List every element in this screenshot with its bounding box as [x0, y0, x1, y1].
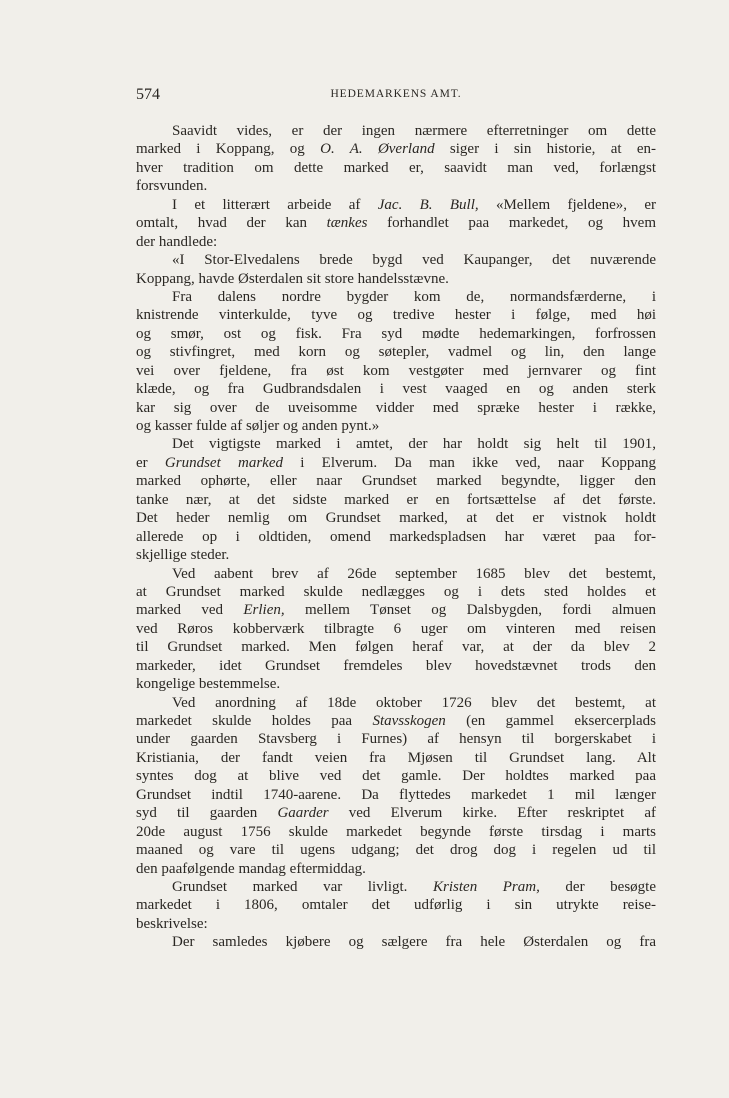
- text-line: forsvunden.: [136, 178, 208, 195]
- text-line: Grundset indtil 1740-aarene. Da flyttedes markedet 1 mil længer: [136, 786, 656, 803]
- text-line: marked ophørte, eller naar Grundset marked begyndte, ligger den: [136, 473, 656, 490]
- text-line: maaned og vare til ugens udgang; det drog dog i regelen ud til: [136, 842, 656, 859]
- page-number: 574: [136, 86, 160, 103]
- text-line: kar sig over de uveisomme vidder med spræke hester i række,: [136, 399, 656, 416]
- text-line: markedet skulde holdes paa Stavsskogen (en gammel eksercerplads: [136, 713, 656, 729]
- text-line: og smør, ost og fisk. Fra syd mødte hedemarkingen, forfrossen: [136, 325, 656, 342]
- text-line: der handlede:: [136, 233, 218, 250]
- text-line: beskrivelse:: [136, 915, 208, 932]
- text-line: hver tradition om dette marked er, saavidt man ved, forlængst: [136, 159, 656, 176]
- text-line: klæde, og fra Gudbrandsdalen i vest vaaged en og anden sterk: [136, 381, 656, 398]
- text-line: 20de august 1756 skulde markedet begynde første tirsdag i marts: [136, 823, 656, 840]
- text-line: ved Røros kobberværk tilbragte 6 uger om vinteren med reisen: [136, 620, 656, 637]
- text-line: Ved aabent brev af 26de september 1685 blev det bestemt,: [172, 565, 656, 582]
- text-line: syntes dog at blive ved det gamle. Der holdtes marked paa: [136, 768, 656, 785]
- text-line: Kristiania, der fandt veien fra Mjøsen til Grundset lang. Alt: [136, 749, 656, 766]
- text-line: markeder, idet Grundset fremdeles blev hovedstævnet trods den: [136, 657, 656, 674]
- text-line: skjellige steder.: [136, 547, 230, 564]
- text-line: er Grundset marked i Elverum. Da man ikke ved, naar Koppang: [136, 454, 656, 471]
- page-header: [136, 86, 656, 108]
- text-line: Det vigtigste marked i amtet, der har holdt sig helt til 1901,: [172, 436, 656, 453]
- text-line: at Grundset marked skulde nedlægges og i dets sted holdes et: [136, 583, 656, 600]
- text-line: og stivfingret, med korn og søtepler, vadmel og lin, den lange: [136, 344, 656, 361]
- text-line: Koppang, havde Østerdalen sit store handelsstævne.: [136, 270, 449, 287]
- text-line: «I Stor-Elvedalens brede bygd ved Kaupanger, det nuværende: [172, 252, 656, 269]
- text-line: Der samledes kjøbere og sælgere fra hele Østerdalen og fra: [172, 934, 656, 951]
- text-line: til Grundset marked. Men følgen heraf var, at der da blev 2: [136, 639, 656, 656]
- text-line: vei over fjeldene, fra øst kom vestgøter med jernvarer og fint: [136, 362, 656, 379]
- text-line: under gaarden Stavsberg i Furnes) af hensyn til borgerskabet i: [136, 731, 656, 748]
- text-line: I et litterært arbeide af Jac. B. Bull, «Mellem fjeldene», er: [172, 196, 656, 213]
- text-line: Grundset marked var livligt. Kristen Pram, der besøgte: [172, 878, 656, 895]
- body-text: [136, 122, 656, 952]
- text-line: den paafølgende mandag eftermiddag.: [136, 860, 366, 877]
- text-line: tanke nær, at det sidste marked er en fortsættelse af det første.: [136, 491, 656, 508]
- text-line: allerede op i oldtiden, omend markedspladsen har været paa for-: [136, 528, 656, 545]
- text-line: knistrende vinterkulde, tyve og tredive hester i følge, med høi: [136, 307, 656, 324]
- text-line: omtalt, hvad der kan tænkes forhandlet paa markedet, og hvem: [136, 215, 656, 232]
- text-line: markedet i 1806, omtaler det udførlig i sin utrykte reise-: [136, 897, 656, 914]
- running-head: HEDEMARKENS AMT.: [330, 88, 462, 100]
- text-line: Det heder nemlig om Grundset marked, at det er vistnok holdt: [136, 510, 656, 527]
- text-line: Fra dalens nordre bygder kom de, normandsfærderne, i: [172, 288, 656, 305]
- text-line: marked i Koppang, og O. A. Øverland siger i sin historie, at en-: [136, 141, 656, 158]
- text-line: og kasser fulde af søljer og anden pynt.»: [136, 418, 380, 434]
- text-line: Saavidt vides, er der ingen nærmere efterretninger om dette: [172, 123, 656, 139]
- text-line: kongelige bestemmelse.: [136, 676, 281, 693]
- text-line: Ved anordning af 18de oktober 1726 blev det bestemt, at: [172, 694, 656, 711]
- text-line: syd til gaarden Gaarder ved Elverum kirke. Efter reskriptet af: [136, 805, 656, 822]
- text-line: marked ved Erlien, mellem Tønset og Dalsbygden, fordi almuen: [136, 602, 656, 619]
